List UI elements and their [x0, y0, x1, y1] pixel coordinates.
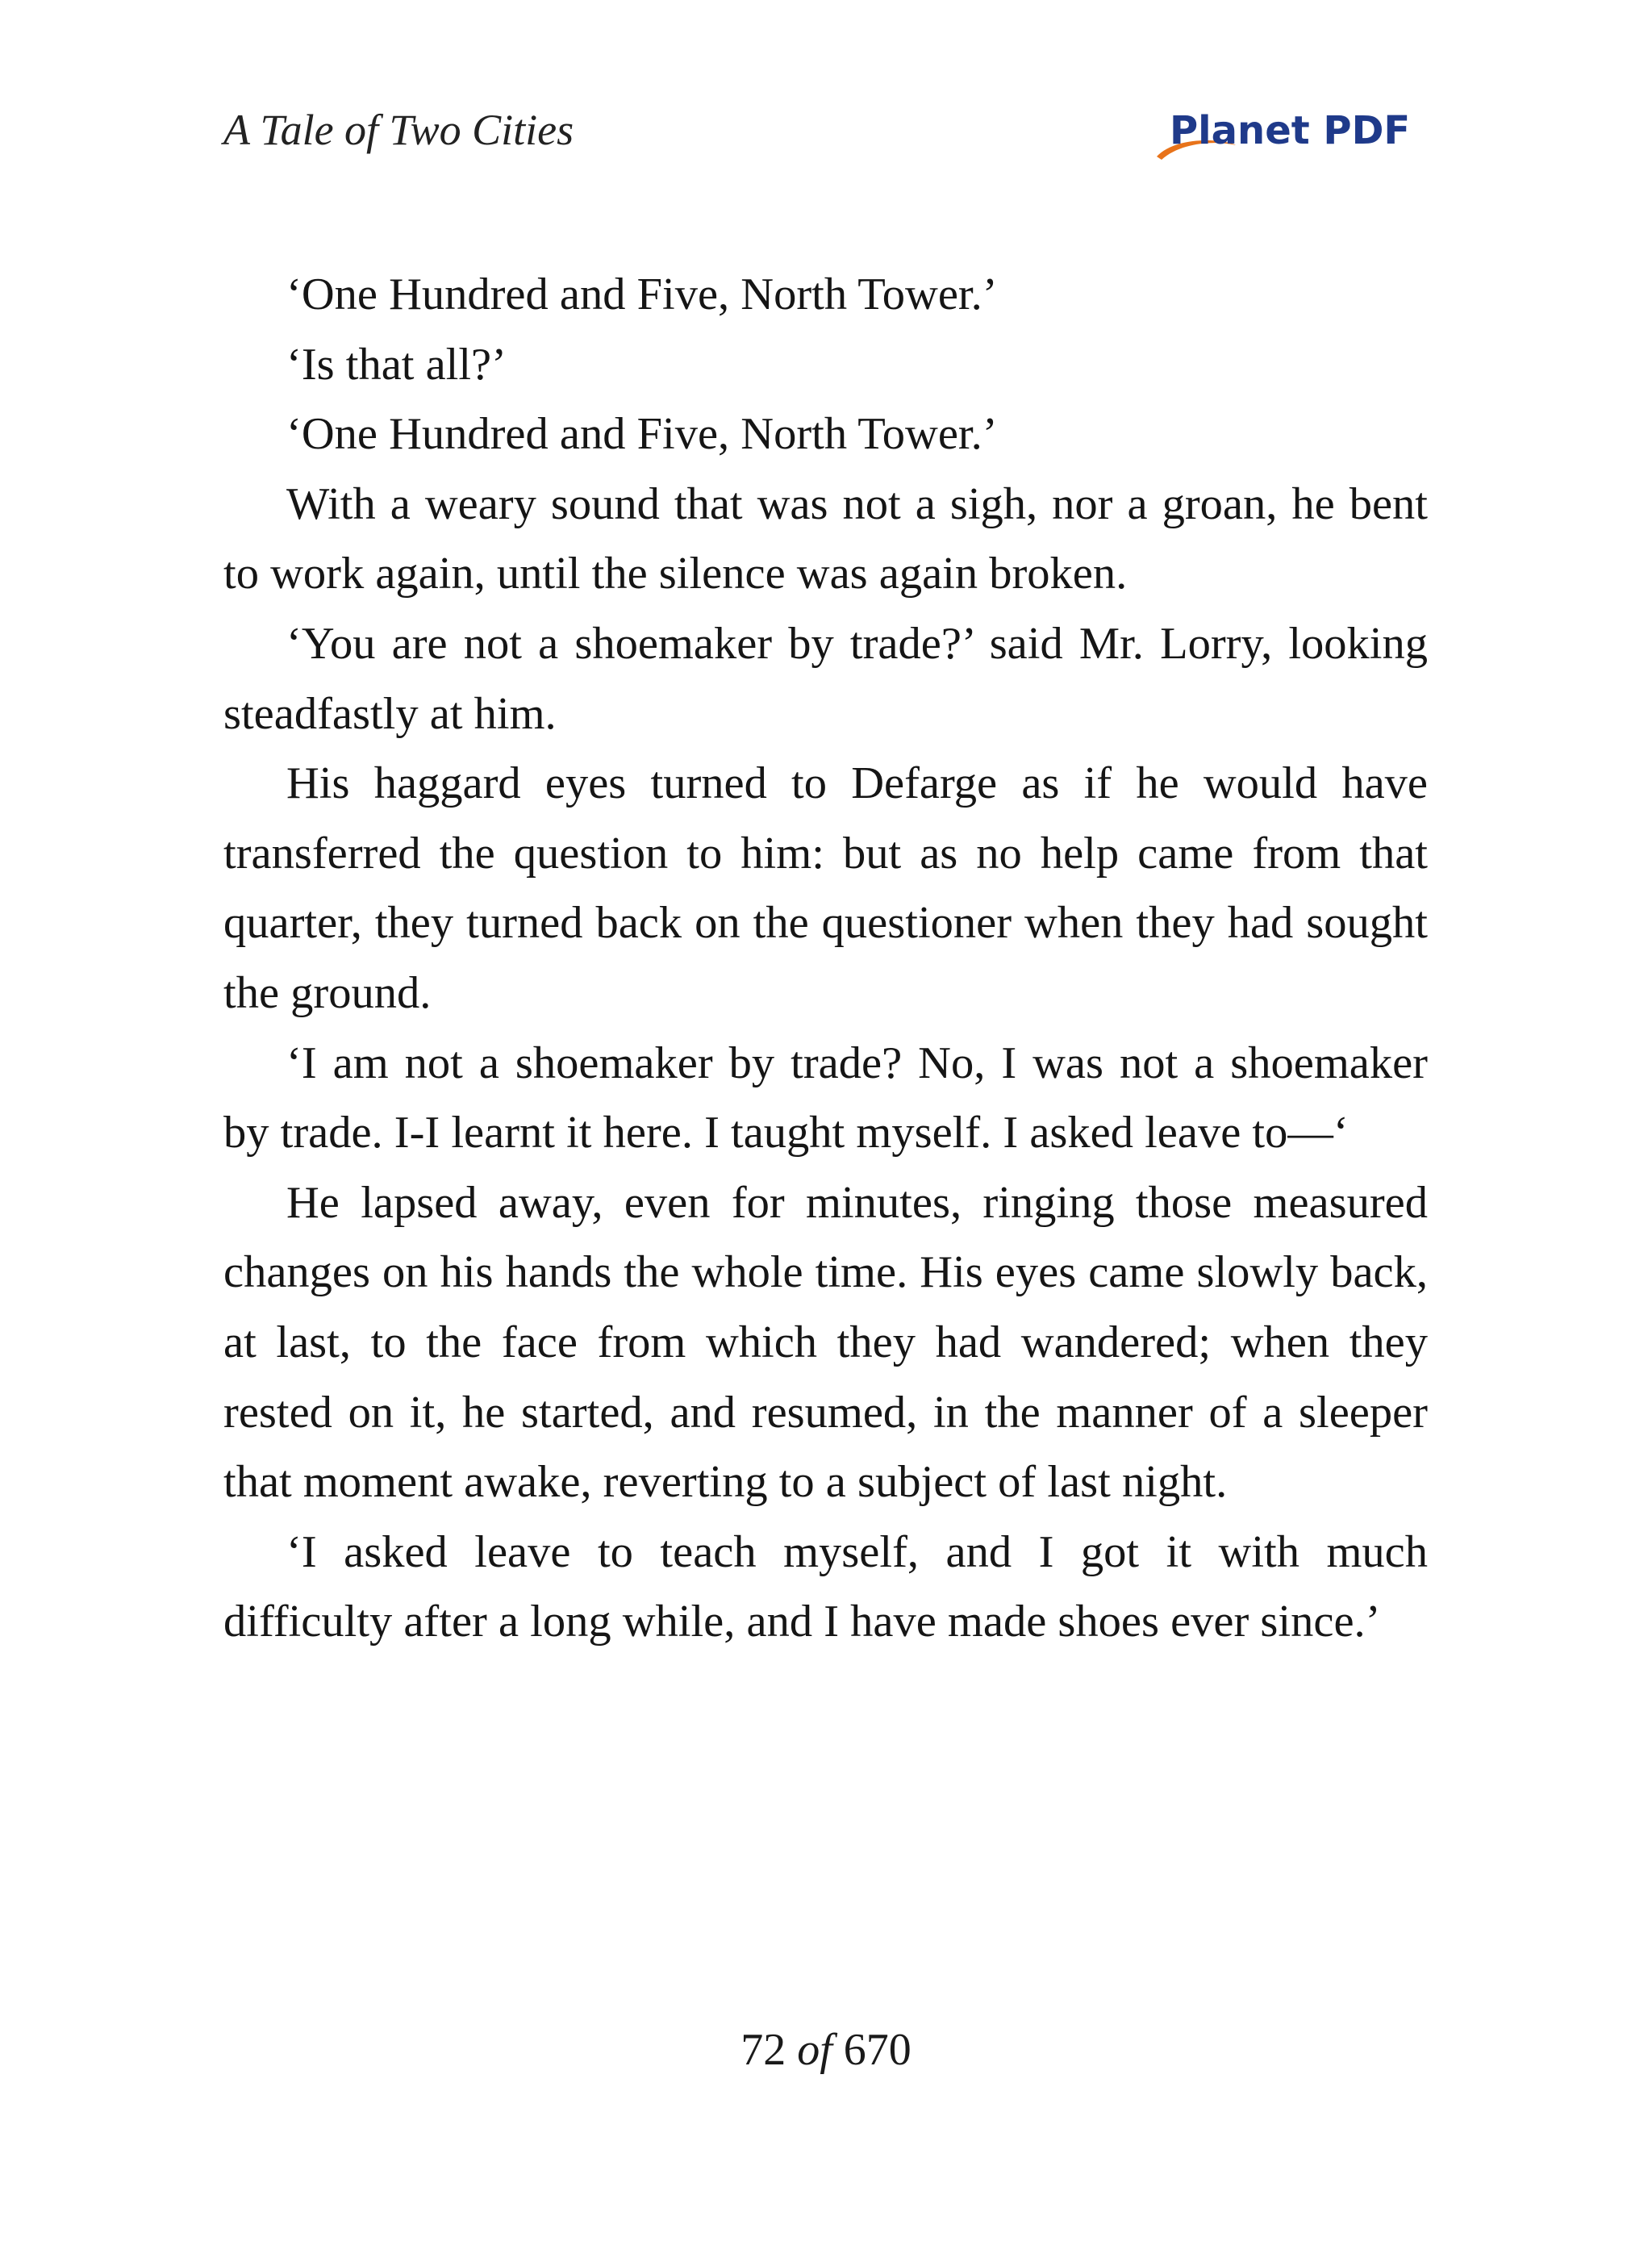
planet-pdf-logo [1152, 103, 1418, 168]
chapter-body [223, 260, 1428, 1657]
paragraph: ‘One Hundred and Five, North Tower.’ [286, 409, 998, 460]
paragraph: His haggard eyes turned to Defarge as if he would have transferred the question to him: but as no help came from that quarter, they turned back on the questioner when they had sought the ground. [223, 758, 1428, 1018]
book-title: A Tale of Two Cities [223, 106, 574, 154]
paragraph: He lapsed away, even for minutes, ringing those measured changes on his hands the whole time. His eyes came slowly back, at last, to the face from which they had wandered; when they rested on it, he started, and resumed, in the manner of a sleeper that moment awake, reverting to a subject of last night. [223, 1177, 1428, 1508]
logo-wordmark: Planet PDF [1170, 108, 1411, 153]
page-of-word: of [797, 2025, 832, 2075]
current-page: 72 [740, 2025, 786, 2075]
paragraph: ‘I am not a shoemaker by trade? No, I was not a shoemaker by trade. I-I learnt it here. I taught myself. I asked leave to—‘ [223, 1037, 1428, 1158]
paragraph: ‘I asked leave to teach myself, and I got it with much difficulty after a long while, and I have made shoes ever since.’ [223, 1526, 1428, 1647]
page-header [223, 103, 1428, 176]
paragraph: ‘Is that all?’ [286, 339, 507, 390]
total-pages: 670 [843, 2025, 912, 2075]
paragraph: ‘You are not a shoemaker by trade?’ said Mr. Lorry, looking steadfastly at him. [223, 618, 1428, 739]
paragraph: With a weary sound that was not a sigh, nor a groan, he bent to work again, until the silence was again broken. [223, 478, 1428, 599]
paragraph: ‘One Hundred and Five, North Tower.’ [286, 269, 998, 319]
page-number [0, 2025, 1652, 2075]
